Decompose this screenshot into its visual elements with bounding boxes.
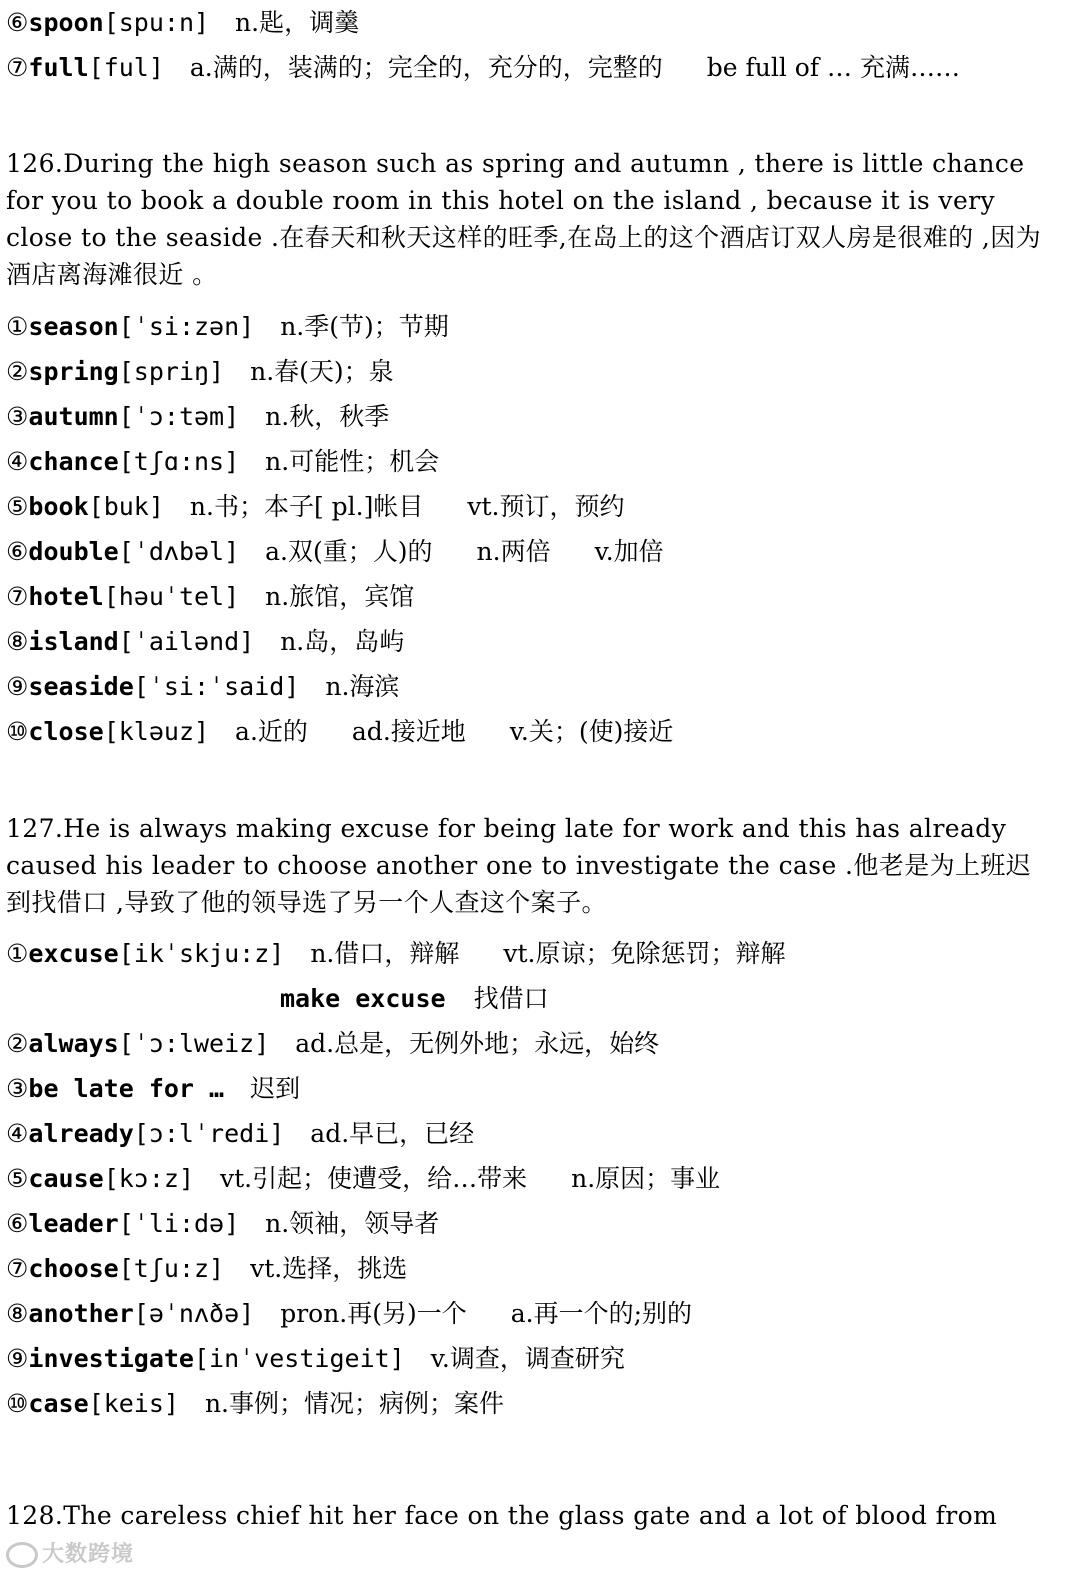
- entry-number: ③: [6, 1074, 29, 1103]
- vocab-word: book: [28, 492, 89, 521]
- vocab-entry: [6, 1156, 1050, 1201]
- definition: n.季(节)；节期: [280, 312, 449, 341]
- vocab-word: chance: [28, 447, 119, 476]
- phonetic: [ɔ:lˈredi]: [133, 1119, 285, 1148]
- entry-number: ⑦: [6, 53, 29, 82]
- definition: n.春(天)；泉: [250, 357, 394, 386]
- definition: v.调查，调查研究: [430, 1344, 625, 1373]
- vocab-word: island: [28, 627, 119, 656]
- watermark-logo-icon: [6, 1542, 38, 1568]
- definition: n.海滨: [325, 672, 400, 701]
- entry-number: ④: [6, 1119, 29, 1148]
- definition: n.匙，调羹: [235, 8, 360, 37]
- vocab-word: excuse: [28, 939, 119, 968]
- vocab-word: another: [28, 1299, 134, 1328]
- sentence-126: 126.During the high season such as spring and autumn , there is little chance for you to book a double room in this hotel on the island , because it is very close to the seaside .在春天和秋天这样的旺季,在岛上的这个酒店订双人房是很难的 ,因为酒店离海滩很近 。: [6, 149, 1042, 289]
- vocab-entry: [6, 529, 1050, 574]
- entry-number: ⑧: [6, 1299, 29, 1328]
- entry-number: ⑧: [6, 627, 29, 656]
- vocab-entry: [6, 1021, 1050, 1066]
- definition: v.关；(使)接近: [509, 717, 674, 746]
- definition: n.领袖，领导者: [265, 1209, 440, 1238]
- entry-number: ④: [6, 447, 29, 476]
- entry-number: ⑨: [6, 672, 29, 701]
- vocab-word: full: [28, 53, 89, 82]
- definition: ad.接近地: [351, 717, 466, 746]
- definition: ad.总是，无例外地；永远，始终: [295, 1029, 660, 1058]
- entry-number: ⑤: [6, 1164, 29, 1193]
- vocab-entry: [6, 349, 1050, 394]
- definition: n.书；本子[ pl.]帐目: [189, 492, 424, 521]
- phrase-meaning: 找借口: [473, 984, 549, 1013]
- entry-number: ⑥: [6, 8, 29, 37]
- entry-number: ⑨: [6, 1344, 29, 1373]
- vocab-entry: [6, 1291, 1050, 1336]
- vocab-entry: [6, 394, 1050, 439]
- vocab-entry: [6, 664, 1050, 709]
- phonetic: [kləuz]: [103, 717, 210, 746]
- vocab-word: seaside: [28, 672, 134, 701]
- entry-number: ⑦: [6, 1254, 29, 1283]
- vocab-entry: [6, 931, 1050, 976]
- vocab-word: leader: [28, 1209, 119, 1238]
- phonetic: [keis]: [88, 1389, 179, 1418]
- entry-number: ⑦: [6, 582, 29, 611]
- entry-number: ⑥: [6, 537, 29, 566]
- definition: n.可能性；机会: [265, 447, 440, 476]
- vocab-entry: [6, 709, 1050, 754]
- phonetic: [ˈɔ:lweiz]: [118, 1029, 270, 1058]
- phonetic: [kɔ:z]: [103, 1164, 194, 1193]
- vocab-word: double: [28, 537, 119, 566]
- entry-number: ①: [6, 312, 29, 341]
- vocab-word: autumn: [28, 402, 119, 431]
- watermark-text: 大数跨境: [42, 1542, 135, 1567]
- definition: n.秋，秋季: [265, 402, 390, 431]
- phonetic: [ˈɔ:təm]: [118, 402, 240, 431]
- definition: vt.原谅；免除惩罚；辩解: [503, 939, 786, 968]
- phonetic: [ikˈskju:z]: [118, 939, 285, 968]
- entry-number: ②: [6, 357, 29, 386]
- phonetic: [ˈli:də]: [118, 1209, 240, 1238]
- phonetic: [ful]: [88, 53, 164, 82]
- phonetic: [buk]: [88, 492, 164, 521]
- vocab-word: investigate: [28, 1344, 194, 1373]
- vocab-list-127: [6, 931, 1050, 1426]
- entry-number: ③: [6, 402, 29, 431]
- sentence-127: 127.He is always making excuse for being late for work and this has already caused his leader to choose another one to investigate the case .他老是为上班迟到找借口 ,导致了他的领导选了另一个人查这个案子。: [6, 814, 1032, 917]
- entry-number: ⑥: [6, 1209, 29, 1238]
- entry-number: ⑩: [6, 1389, 29, 1418]
- phonetic: [ˈsi:zən]: [118, 312, 255, 341]
- vocab-entry: [6, 619, 1050, 664]
- phonetic: [spriŋ]: [118, 357, 225, 386]
- definition: vt.引起；使遭受，给…带来: [220, 1164, 528, 1193]
- vocab-word: close: [28, 717, 104, 746]
- phonetic: [tʃɑ:ns]: [118, 447, 240, 476]
- definition: a.再一个的;别的: [510, 1299, 693, 1328]
- vocab-word: cause: [28, 1164, 104, 1193]
- definition: a.近的: [235, 717, 308, 746]
- entry-number: ①: [6, 939, 29, 968]
- vocab-word: season: [28, 312, 119, 341]
- definition: vt.预订，预约: [467, 492, 625, 521]
- vocab-entry: [6, 304, 1050, 349]
- phonetic: [əˈnʌðə]: [133, 1299, 255, 1328]
- vocab-word: choose: [28, 1254, 119, 1283]
- phonetic: [ˈdʌbəl]: [118, 537, 240, 566]
- entry-number: ⑤: [6, 492, 29, 521]
- phonetic: [ˈsi:ˈsaid]: [133, 672, 300, 701]
- definition: 迟到: [250, 1074, 301, 1103]
- definition: be full of … 充满……: [706, 53, 961, 82]
- vocab-entry: [6, 1246, 1050, 1291]
- definition: n.原因；事业: [571, 1164, 721, 1193]
- vocab-entry: [6, 484, 1050, 529]
- vocab-word: spring: [28, 357, 119, 386]
- entry-number: ⑩: [6, 717, 29, 746]
- phonetic: [inˈvestigeit]: [194, 1344, 405, 1373]
- definition: v.加倍: [594, 537, 664, 566]
- phonetic: [spu:n]: [103, 8, 210, 37]
- vocab-entry: [6, 45, 1050, 90]
- definition: n.旅馆，宾馆: [265, 582, 415, 611]
- entry-number: ②: [6, 1029, 29, 1058]
- phonetic: [həuˈtel]: [103, 582, 240, 611]
- definition: vt.选择，挑选: [250, 1254, 408, 1283]
- sentence-128: 128.The careless chief hit her face on the glass gate and a lot of blood from: [6, 1501, 998, 1530]
- vocab-entry: [6, 1111, 1050, 1156]
- vocab-entry: [6, 439, 1050, 484]
- vocab-entry: [6, 0, 1050, 45]
- vocab-word: hotel: [28, 582, 104, 611]
- definition: ad.早已，已经: [310, 1119, 475, 1148]
- vocab-entry: [6, 1336, 1050, 1381]
- vocab-entry: [6, 1381, 1050, 1426]
- vocab-entry: [6, 976, 1050, 1021]
- vocab-entry: [6, 574, 1050, 619]
- vocab-word: case: [28, 1389, 89, 1418]
- vocab-word: be late for …: [28, 1074, 225, 1103]
- definition: n.事例；情况；病例；案件: [204, 1389, 505, 1418]
- vocab-entry: [6, 1201, 1050, 1246]
- vocab-word: always: [28, 1029, 119, 1058]
- phonetic: [ˈailənd]: [118, 627, 255, 656]
- phonetic: [tʃu:z]: [118, 1254, 225, 1283]
- definition: n.两倍: [476, 537, 551, 566]
- definition: a.满的，装满的；完全的，充分的，完整的: [189, 53, 663, 82]
- phrase: make excuse: [280, 984, 446, 1013]
- top-entries: [6, 0, 1050, 90]
- vocab-word: spoon: [28, 8, 104, 37]
- definition: n.岛，岛屿: [280, 627, 405, 656]
- vocab-entry: [6, 1066, 1050, 1111]
- definition: a.双(重；人)的: [265, 537, 433, 566]
- vocab-list-126: [6, 304, 1050, 754]
- definition: pron.再(另)一个: [280, 1299, 467, 1328]
- vocab-word: already: [28, 1119, 134, 1148]
- definition: n.借口，辩解: [310, 939, 460, 968]
- watermark: [6, 1537, 134, 1568]
